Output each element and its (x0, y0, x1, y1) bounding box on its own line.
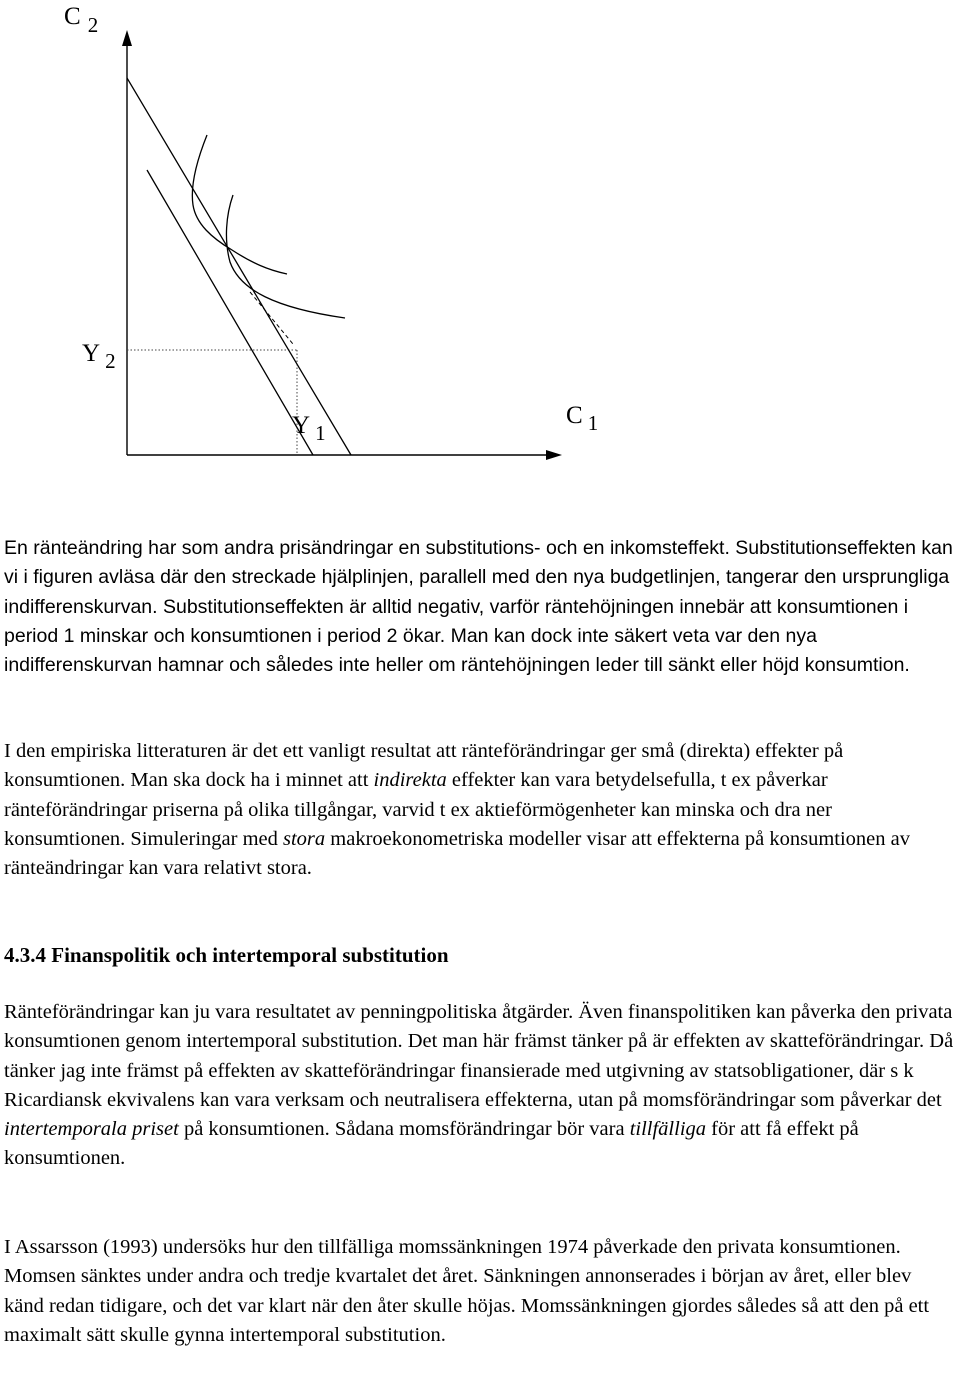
p2-emphasis-indirekta: indirekta (373, 769, 447, 792)
c1-axis-arrowhead (546, 450, 562, 460)
c2-axis-arrowhead (122, 30, 132, 46)
paragraph-vat-cut-1974: I Assarsson (1993) undersöks hur den tillfälliga momssänkningen 1974 påverkade den privata konsumtionen. Momsen sänktes under andra och tredje kvartalet det året. Sänkningen annonserades i början av året, eller blev känd redan tidigare, och det var klart när den åter skulle höjas. Momssänkningen gjordes således så att den på ett maximalt sätt skulle gynna intertemporal substitution. (4, 1236, 930, 1346)
section-heading: 4.3.4 Finanspolitik och intertemporal substitution (4, 943, 449, 967)
indifference-curve-original (192, 135, 287, 274)
p2-text-a: I den empiriska litteraturen är det ett vanligt resultat att ränteförändringar ger små (direkta) effekter på konsumtionen. Man ska dock ha i minnet att (4, 740, 844, 792)
budget-line-flat (147, 170, 313, 455)
p2-text-c: effekter kan vara betydelsefulla, t ex påverkar ränteförändringar priserna på olika tillgångar, varvid t ex aktieförmögenheter kan minska och dra ner konsumtionen. Simuleringar med (4, 769, 832, 850)
p3-emphasis-tillfalliga: tillfälliga (629, 1118, 707, 1141)
y2-label: Y $_2$ (82, 340, 116, 373)
paragraph-substitution-effect: En ränteändring har som andra prisändringar en substitutions- och en inkomsteffekt. Substitutionseffekten kan vi i figuren avläsa där den streckade hjälplinjen, parallell med den nya budgetlinjen, tangerar den ursprungliga indifferenskurvan. Substitutionseffekten är alltid negativ, varför räntehöjningen innebär att konsumtionen i period 1 minskar och konsumtionen i period 2 ökar. Man kan dock inte säkert veta var den nya indifferenskurvan hamnar och således inte heller om räntehöjningen leder till sänkt eller höjd konsumtion. (4, 537, 953, 677)
paragraph-empirical-literature (4, 737, 956, 883)
axes (127, 44, 548, 455)
p3-text-e: för att få effekt på konsumtionen. (4, 1118, 859, 1170)
c1-axis-label: C $_1$ (566, 402, 599, 435)
p3-emphasis-intertemporal-price: intertemporala priset (4, 1118, 179, 1141)
indifference-curve-new (226, 195, 345, 318)
intertemporal-choice-diagram (0, 0, 960, 520)
c2-axis-label: C $_2$ (64, 3, 99, 37)
p2-text-e: makroekonometriska modeller visar att effekterna på konsumtionen av ränteändringar kan vara relativt stora. (4, 827, 910, 880)
p3-text-a: Ränteförändringar kan ju vara resultatet av penningpolitiska åtgärder. Även finanspolitiken kan påverka den privata konsumtionen genom intertemporal substitution. Det man här främst tänker på är effekten av skatteförändringar. Då tänker jag inte främst på effekten av skatteförändringar finansierade med utgivning av statsobligationer, där s k Ricardiansk ekvivalens kan vara verksam och neutralisera effekterna, utan på momsförändringar som påverkar det (4, 1001, 954, 1111)
p3-text-c: på konsumtionen. Sådana momsförändringar bör vara (178, 1118, 630, 1141)
paragraph-fiscal-policy (4, 998, 956, 1174)
budget-line-steep (127, 78, 351, 455)
p2-emphasis-stora: stora (283, 827, 326, 850)
y1-label: Y $_1$ (292, 412, 326, 445)
